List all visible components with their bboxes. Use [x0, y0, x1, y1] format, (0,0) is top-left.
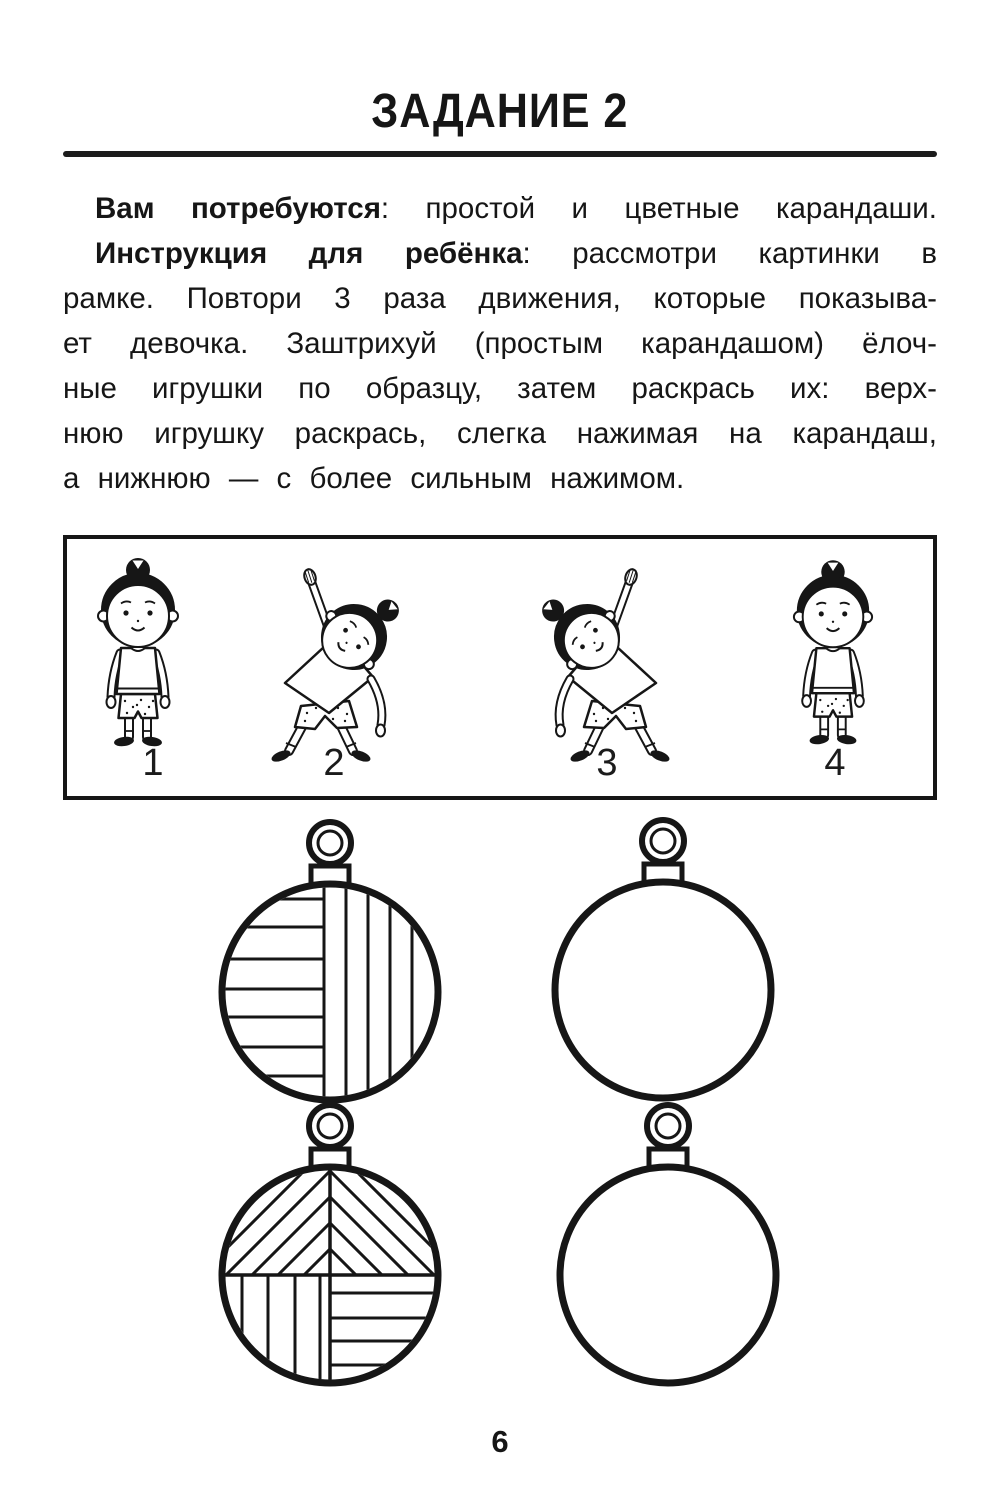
page-title-text: ЗАДАНИЕ 2: [371, 85, 629, 138]
girl-bending-right-icon: [259, 565, 419, 765]
hanger-ring-icon: [309, 822, 351, 864]
figure-3-number: 3: [596, 742, 618, 784]
instruction-line-3: рамке. Повтори 3 раза движения, которые показыва-: [63, 282, 937, 315]
figure-3-girl-bending-left: [522, 565, 682, 770]
girl-bending-left-icon: [522, 565, 682, 765]
ornament-bottom-right-blank: [548, 1095, 788, 1395]
exercise-sample-frame: [63, 535, 937, 800]
figure-1-number: 1: [142, 742, 164, 784]
girl-standing-icon: [789, 559, 877, 755]
figure-2-number: 2: [323, 742, 345, 784]
instruction-line-6: нюю игрушку раскрась, слегка нажимая на карандаш,: [63, 417, 937, 450]
figure-2-girl-bending-right: [259, 565, 419, 770]
page-number: 6: [491, 1424, 509, 1459]
hanger-ring-icon: [647, 1105, 689, 1147]
figure-4-girl-standing: [789, 559, 877, 760]
instruction-line-4: ет девочка. Заштрихуй (простым карандашом) ёлоч-: [63, 327, 937, 360]
ornament-bottom-left-hatched: [210, 1095, 450, 1395]
ornament-top-left-hatched: [210, 812, 450, 1112]
title-rule: [63, 151, 937, 157]
ball-outline: [555, 882, 771, 1098]
ball-outline: [560, 1167, 776, 1383]
hanger-ring-icon: [642, 820, 684, 862]
instruction-line-1: Вам потребуются: простой и цветные карандаши.: [95, 192, 937, 225]
instruction-line-5: ные игрушки по образцу, затем раскрась их: верх-: [63, 372, 937, 405]
ball-outline: [222, 884, 438, 1100]
hanger-ring-icon: [309, 1105, 351, 1147]
girl-standing-icon: [93, 557, 183, 757]
instructions-paragraph: [63, 186, 937, 501]
instruction-line-2: Инструкция для ребёнка: рассмотри картинки в: [95, 237, 937, 270]
page-title: [0, 84, 1000, 139]
ornament-top-right-blank: [543, 810, 783, 1110]
figure-1-girl-standing: [93, 557, 183, 762]
figure-4-number: 4: [824, 742, 846, 784]
instruction-line-7: а нижнюю — с более сильным нажимом.: [63, 462, 685, 495]
